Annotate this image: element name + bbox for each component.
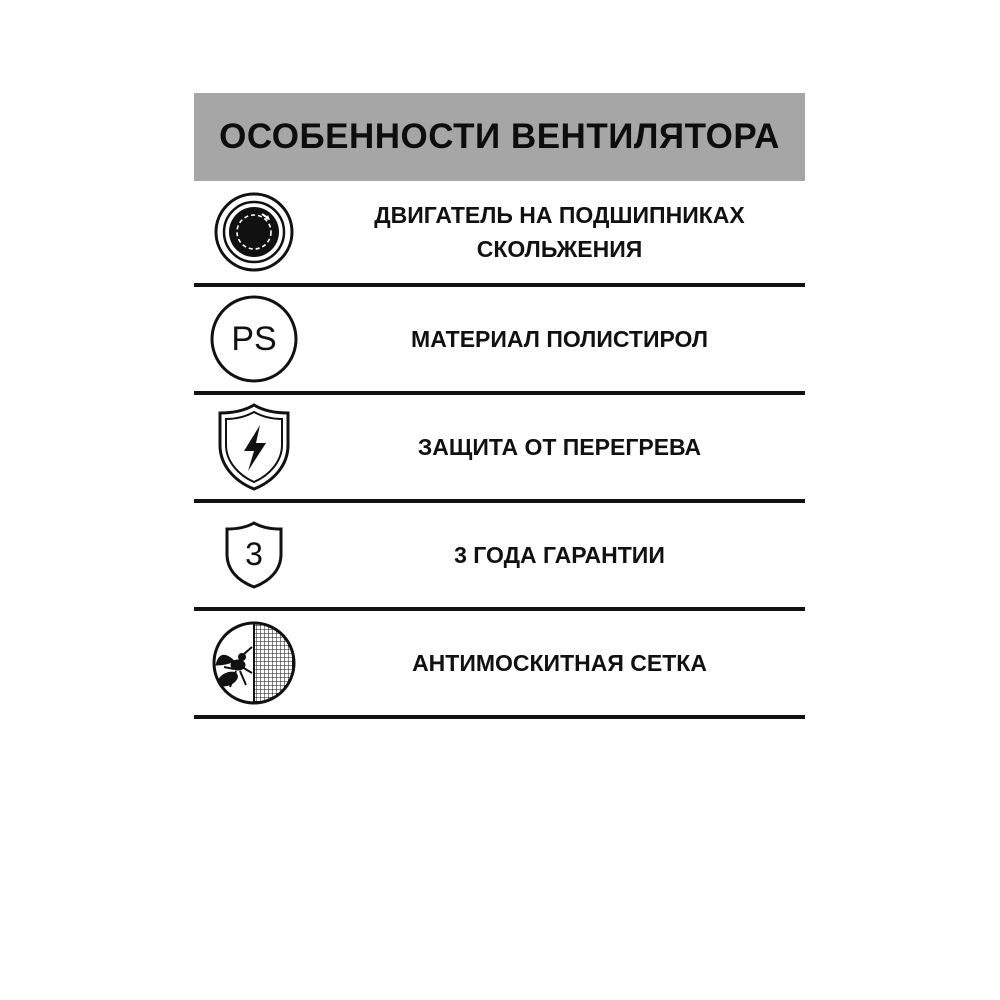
feature-row-overheat xyxy=(194,395,805,503)
feature-text-line: ДВИГАТЕЛЬ НА ПОДШИПНИКАХ xyxy=(374,202,745,228)
features-panel xyxy=(194,93,805,719)
page-title: ОСОБЕННОСТИ ВЕНТИЛЯТОРА xyxy=(219,117,780,156)
feature-row-warranty xyxy=(194,503,805,611)
warranty-shield-icon xyxy=(208,509,300,601)
header-bar xyxy=(194,93,805,181)
feature-row-motor xyxy=(194,181,805,287)
feature-label-net xyxy=(314,646,805,680)
mosquito-net-icon xyxy=(208,617,300,709)
feature-label-motor xyxy=(314,198,805,266)
feature-text-line: 3 ГОДА ГАРАНТИИ xyxy=(454,542,665,568)
polystyrene-icon xyxy=(208,293,300,385)
feature-label-overheat xyxy=(314,430,805,464)
feature-row-material xyxy=(194,287,805,395)
motor-bearing-icon xyxy=(208,186,300,278)
feature-row-net xyxy=(194,611,805,719)
feature-label-warranty xyxy=(314,538,805,572)
warranty-shield-icon-text: 3 xyxy=(245,535,263,572)
polystyrene-icon-text: PS xyxy=(231,319,277,358)
lightning-shield-icon xyxy=(208,401,300,493)
feature-text-line: СКОЛЬЖЕНИЯ xyxy=(476,236,643,262)
feature-label-material xyxy=(314,322,805,356)
feature-text-line: АНТИМОСКИТНАЯ СЕТКА xyxy=(412,650,707,676)
feature-text-line: ЗАЩИТА ОТ ПЕРЕГРЕВА xyxy=(417,434,702,460)
feature-text-line: МАТЕРИАЛ ПОЛИСТИРОЛ xyxy=(411,326,708,352)
